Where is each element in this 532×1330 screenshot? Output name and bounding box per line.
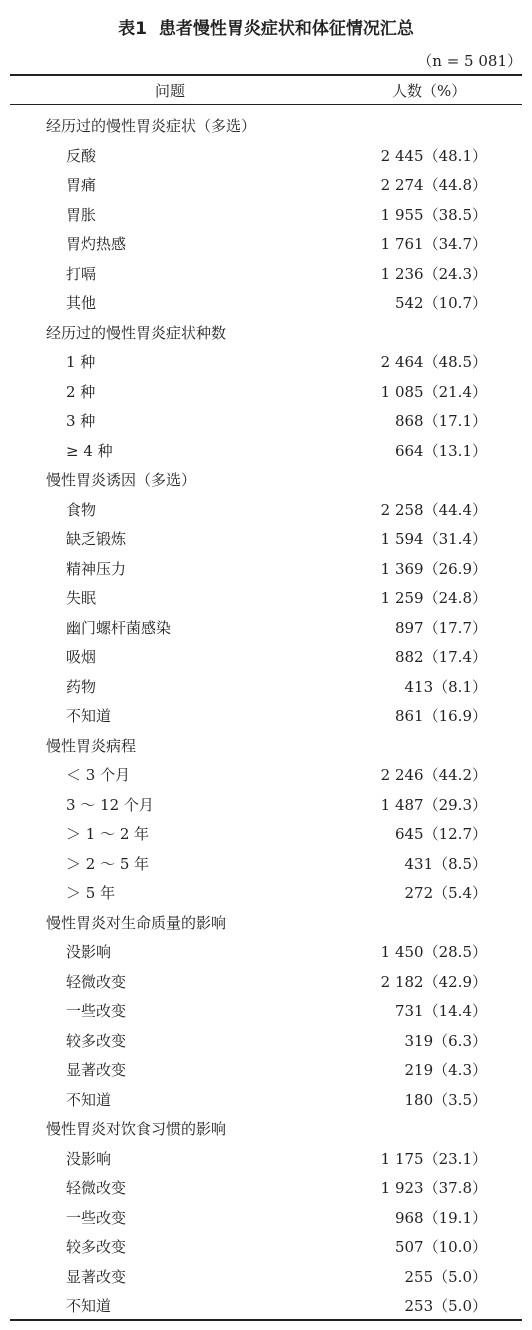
row-value: 861（16.9） <box>394 707 487 725</box>
row-value: 2 182（42.9） <box>380 972 487 991</box>
table-row <box>0 405 532 435</box>
row-value: 968（19.1） <box>394 1208 487 1227</box>
table-row <box>0 1084 532 1114</box>
row-label: 药物 <box>66 677 97 696</box>
row-label: 食物 <box>66 500 97 519</box>
row-value: 507（10.0） <box>394 1238 487 1256</box>
section-row <box>0 730 532 760</box>
row-label: 吸烟 <box>66 648 97 666</box>
section-title: 经历过的慢性胃炎症状种数 <box>46 323 227 342</box>
row-label: 不知道 <box>66 1297 112 1315</box>
row-label: 失眠 <box>66 589 97 607</box>
row-label: 显著改变 <box>66 1061 127 1079</box>
row-label: 轻微改变 <box>66 1179 127 1197</box>
row-label: ＞ 5 年 <box>66 884 116 902</box>
section-row <box>0 464 532 494</box>
table-title-text: 患者慢性胃炎症状和体征情况汇总 <box>158 19 414 39</box>
section-row <box>0 110 532 140</box>
table-top-rule <box>10 74 522 76</box>
sample-size: （n = 5 081） <box>417 52 522 70</box>
row-label: ＜ 3 个月 <box>66 766 131 784</box>
table-row <box>0 966 532 996</box>
table-row <box>0 1143 532 1173</box>
row-value: 2 445（48.1） <box>380 146 487 165</box>
row-label: 显著改变 <box>66 1267 127 1286</box>
row-label: 一些改变 <box>66 1208 127 1227</box>
row-value: 2 274（44.8） <box>380 176 487 194</box>
header-count-percent: 人数（%） <box>392 82 467 100</box>
table-row <box>0 1231 532 1261</box>
row-value: 1 369（26.9） <box>380 559 487 578</box>
row-label: 较多改变 <box>66 1031 127 1050</box>
table-row <box>0 641 532 671</box>
table-row <box>0 759 532 789</box>
row-label: 3 种 <box>66 412 96 430</box>
table-row <box>0 1025 532 1055</box>
row-label: 其他 <box>66 294 97 312</box>
row-label: 胃胀 <box>66 205 97 224</box>
section-row <box>0 317 532 347</box>
row-label: 胃灼热感 <box>66 235 127 253</box>
row-label: 2 种 <box>66 382 96 401</box>
table-row <box>0 494 532 524</box>
section-title: 慢性胃炎对饮食习惯的影响 <box>46 1120 227 1138</box>
section-title: 经历过的慢性胃炎症状（多选） <box>46 117 257 135</box>
row-label: 缺乏锻炼 <box>66 530 127 548</box>
row-label: 不知道 <box>66 1090 112 1109</box>
row-label: 没影响 <box>66 1149 112 1168</box>
row-value: 2 258（44.4） <box>380 500 487 519</box>
table-row <box>0 789 532 819</box>
row-value: 413（8.1） <box>404 677 487 696</box>
section-title: 慢性胃炎病程 <box>46 736 137 755</box>
table-row <box>0 553 532 583</box>
row-label: 精神压力 <box>66 559 127 578</box>
row-value: 897（17.7） <box>394 618 487 637</box>
table-row <box>0 435 532 465</box>
row-label: ＞ 1 ～ 2 年 <box>66 825 150 843</box>
row-value: 1 236（24.3） <box>380 264 487 283</box>
row-label: 没影响 <box>66 943 112 961</box>
row-label: 3 ～ 12 个月 <box>66 795 154 814</box>
row-value: 180（3.5） <box>404 1090 487 1109</box>
table-number: 表1 <box>118 19 147 39</box>
row-value: 431（8.5） <box>404 854 487 873</box>
table-row <box>0 228 532 258</box>
table-row <box>0 1054 532 1084</box>
table-row <box>0 671 532 701</box>
row-value: 1 761（34.7） <box>380 235 487 253</box>
row-value: 542（10.7） <box>394 294 487 312</box>
table-row <box>0 1172 532 1202</box>
row-label: 幽门螺杆菌感染 <box>66 618 172 637</box>
table-row <box>0 169 532 199</box>
row-value: 2 464（48.5） <box>380 353 487 371</box>
table-row <box>0 258 532 288</box>
row-value: 664（13.1） <box>394 441 487 460</box>
table-row <box>0 877 532 907</box>
row-label: 轻微改变 <box>66 972 127 991</box>
table-row <box>0 848 532 878</box>
table-body <box>0 110 532 1320</box>
row-label: 一些改变 <box>66 1002 127 1020</box>
table-row <box>0 346 532 376</box>
section-title: 慢性胃炎诱因（多选） <box>46 471 197 489</box>
row-value: 319（6.3） <box>404 1031 487 1050</box>
table-row <box>0 523 532 553</box>
row-label: ≥ 4 种 <box>66 441 113 460</box>
row-value: 1 923（37.8） <box>380 1179 487 1197</box>
table-row <box>0 199 532 229</box>
table-row <box>0 140 532 170</box>
section-row <box>0 1113 532 1143</box>
row-label: 胃痛 <box>66 176 97 194</box>
row-value: 1 450（28.5） <box>380 943 487 961</box>
table-bottom-rule <box>10 1319 522 1321</box>
row-label: 反酸 <box>66 146 97 165</box>
table-row <box>0 582 532 612</box>
table-row <box>0 1202 532 1232</box>
table-row <box>0 995 532 1025</box>
row-value: 882（17.4） <box>394 648 487 666</box>
table-row <box>0 376 532 406</box>
row-value: 731（14.4） <box>394 1002 487 1020</box>
table-row <box>0 287 532 317</box>
row-value: 1 085（21.4） <box>380 382 487 401</box>
row-value: 1 259（24.8） <box>380 589 487 607</box>
table-row <box>0 700 532 730</box>
table-title <box>0 14 532 39</box>
section-row <box>0 907 532 937</box>
table-row <box>0 936 532 966</box>
row-value: 253（5.0） <box>404 1297 487 1315</box>
section-title: 慢性胃炎对生命质量的影响 <box>46 913 227 932</box>
table-header-rule <box>10 104 522 105</box>
row-value: 219（4.3） <box>404 1061 487 1079</box>
row-label: ＞ 2 ～ 5 年 <box>66 854 150 873</box>
header-question: 问题 <box>155 82 186 100</box>
table-row <box>0 612 532 642</box>
row-value: 1 175（23.1） <box>380 1149 487 1168</box>
row-value: 868（17.1） <box>394 412 487 430</box>
row-value: 1 487（29.3） <box>380 795 487 814</box>
row-value: 255（5.0） <box>404 1267 487 1286</box>
row-value: 1 955（38.5） <box>380 205 487 224</box>
table-row <box>0 818 532 848</box>
row-label: 不知道 <box>66 707 112 725</box>
row-label: 较多改变 <box>66 1238 127 1256</box>
row-value: 645（12.7） <box>394 825 487 843</box>
row-label: 1 种 <box>66 353 96 371</box>
row-value: 272（5.4） <box>404 884 487 902</box>
table-row <box>0 1290 532 1320</box>
row-value: 1 594（31.4） <box>380 530 487 548</box>
row-value: 2 246（44.2） <box>380 766 487 784</box>
table-row <box>0 1261 532 1291</box>
row-label: 打嗝 <box>66 264 97 283</box>
